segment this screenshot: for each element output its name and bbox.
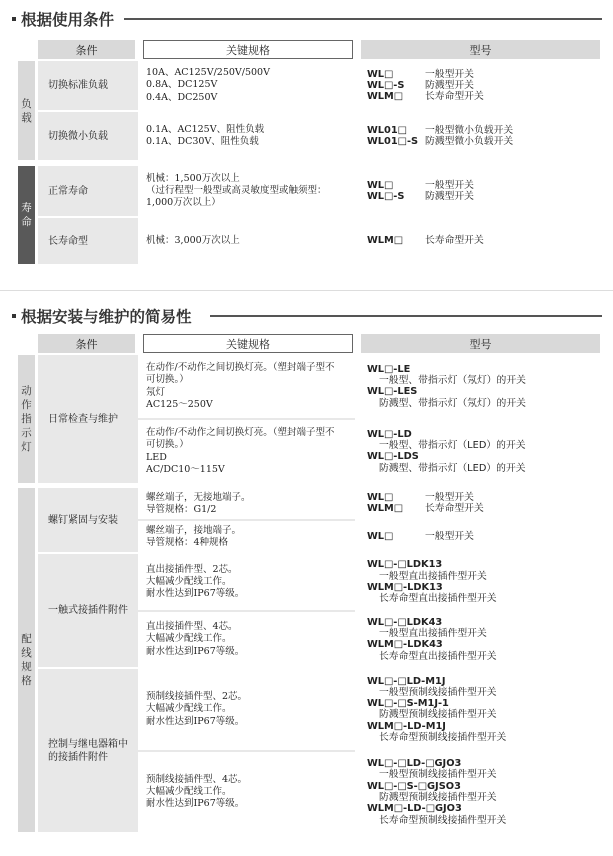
model-code: WL□ — [367, 68, 394, 80]
s2-indicator-spec-0-line: 可切换。） — [146, 374, 189, 386]
side-label-load-char: 负 — [21, 97, 32, 110]
s2-wiring-spec-2-1 — [146, 774, 247, 811]
s2-wiring-spec-1-0-box — [138, 554, 355, 610]
model-code: WL□-□S-□GJSO3 — [367, 780, 461, 792]
s2-wiring-model-1-1-row — [367, 617, 497, 628]
s2-indicator-model-1-row — [367, 440, 526, 451]
s2-wiring-model-2-1-row — [367, 792, 506, 803]
model-code: WL□-LDS — [367, 451, 419, 463]
model-desc: 一般型预制线接插件型开关 — [379, 686, 497, 698]
model-desc: 一般型直出接插件型开关 — [379, 570, 487, 582]
s2-wiring-spec-1-0-line: 耐水性达到IP67等级。 — [146, 588, 245, 600]
s2-wiring-spec-2-0-box — [138, 669, 355, 750]
s2-indicator-spec-1 — [146, 427, 334, 476]
s2-wiring-spec-1-1-line: 直出接插件型、4芯。 — [146, 621, 238, 633]
s2-wiring-model-1-1-row — [367, 639, 497, 650]
s2-wiring-model-2-0-row — [367, 676, 506, 687]
side-label-load — [18, 61, 35, 160]
model-code: WL□-LD — [367, 428, 412, 440]
s1-model-0-row — [367, 91, 484, 102]
s2-indicator-model-0-row — [367, 364, 526, 375]
s2-wiring-model-0-0-row — [367, 503, 484, 514]
s2-wiring-spec-2-0-line: 耐水性达到IP67等级。 — [146, 715, 245, 727]
s1-model-3-row — [367, 235, 484, 246]
s2-cond-wiring-1-text: 一触式接插件附件 — [48, 605, 128, 616]
s2-indicator-model-0 — [367, 364, 526, 409]
s1-spec-3-line: 机械：3,000万次以上 — [146, 234, 240, 246]
s1-row-divider — [38, 110, 600, 112]
model-desc: 长寿命型预制线接插件型开关 — [379, 814, 507, 826]
s2-wiring-model-2-1-row — [367, 781, 506, 792]
s2-cond-indicator-text: 日常检查与维护 — [48, 413, 118, 425]
section1-title-text: 根据使用条件 — [21, 11, 115, 29]
section2-title — [12, 305, 192, 327]
model-desc: 长寿命型开关 — [425, 503, 484, 515]
model-code: WL□-S — [367, 190, 405, 202]
s2-header-model: 型号 — [361, 334, 600, 353]
s2-indicator-model-1-row — [367, 451, 526, 462]
side-label-life — [18, 166, 35, 264]
s1-spec-3-box — [138, 218, 355, 264]
s2-cond-wiring-0 — [48, 488, 133, 552]
s2-indicator-spec-1-line: LED — [146, 451, 167, 463]
side-label-indicator-char: 灯 — [21, 441, 32, 453]
side-label-indicator-char: 指 — [21, 413, 32, 425]
s1-spec-0-line: 0.8A、DC125V — [146, 79, 218, 91]
side-label-life-char: 寿 — [21, 202, 32, 214]
s1-model-3 — [367, 235, 484, 246]
s2-wiring-spec-2-0-line: 预制线接插件型、2芯。 — [146, 691, 248, 703]
model-code: WL□-□S-M1J-1 — [367, 698, 449, 710]
s2-wiring-spec-1-0 — [146, 564, 244, 601]
s1-spec-0-line: 10A、AC125V/250V/500V — [146, 67, 270, 79]
s2-wiring-spec-1-1 — [146, 621, 244, 658]
s2-wiring-spec-1-0-line: 大幅减少配线工作。 — [146, 575, 232, 587]
model-code: WL□-□LD-□GJO3 — [367, 758, 462, 770]
s2-wiring-model-1-1 — [367, 617, 497, 662]
s2-wiring-model-2-0-box — [359, 669, 600, 750]
s2-wiring-spec-2-1-line: 大幅减少配线工作。 — [146, 785, 232, 797]
side-label-load-char: 载 — [21, 111, 32, 124]
model-desc: 防溅型、带指示灯（氖灯）的开关 — [379, 397, 526, 409]
s1-row-divider — [38, 216, 600, 218]
model-desc: 防溅型微小负载开关 — [425, 135, 514, 147]
s1-model-1-box — [359, 112, 600, 160]
s1-model-1-row — [367, 136, 513, 147]
s1-spec-1-line: 0.1A、DC30V、阻性负载 — [146, 136, 259, 147]
s1-header-spec: 关键规格 — [143, 40, 353, 59]
s1-spec-1 — [146, 124, 264, 148]
s2-wiring-model-1-1-row — [367, 628, 497, 639]
s2-wiring-model-1-0-row — [367, 571, 497, 582]
section1-rule — [124, 18, 602, 20]
model-code: WL□-LE — [367, 363, 411, 375]
s2-wiring-spec-0-1-box — [138, 521, 355, 552]
model-code: WLM□-LD-M1J — [367, 720, 446, 732]
s2-wiring-spec-1-1-line: 耐水性达到IP67等级。 — [146, 645, 245, 657]
model-code: WL□-LES — [367, 386, 418, 398]
s1-spec-3 — [146, 235, 240, 247]
model-code: WL□ — [367, 492, 394, 504]
model-code: WLM□-LDK43 — [367, 639, 443, 651]
s1-spec-2-line: （过行程型一般型或高灵敏度型或触须型： — [146, 184, 327, 196]
s2-indicator-spec-1-line: AC/DC10～115V — [146, 463, 225, 475]
s2-wiring-spec-1-1-box — [138, 612, 355, 667]
s2-header-spec: 关键规格 — [143, 334, 353, 353]
s1-model-2-box — [359, 166, 600, 216]
model-code: WL□-□LD-M1J — [367, 675, 446, 687]
s2-indicator-model-1-row — [367, 463, 526, 474]
s2-indicator-model-1-box — [359, 420, 600, 483]
model-code: WL01□ — [367, 124, 407, 136]
s2-wiring-model-2-1-row — [367, 758, 506, 769]
s1-model-2 — [367, 180, 474, 203]
s1-cond-3-text: 长寿命型 — [48, 235, 88, 247]
side-label-indicator — [18, 355, 35, 483]
s2-cond-wiring-2 — [48, 669, 133, 832]
s2-wiring-model-2-1-row — [367, 769, 506, 780]
side-label-wiring-char: 格 — [21, 675, 32, 687]
s2-wiring-model-2-0-row — [367, 698, 506, 709]
s2-wiring-spec-2-1-line: 预制线接插件型、4芯。 — [146, 773, 248, 785]
s2-indicator-spec-0 — [146, 362, 334, 411]
side-label-wiring-char: 规 — [21, 661, 32, 673]
s2-wiring-model-1-0-row — [367, 559, 497, 570]
s2-indicator-spec-1-box — [138, 420, 355, 483]
model-desc: 长寿命型预制线接插件型开关 — [379, 732, 507, 744]
s2-wiring-model-2-0-row — [367, 721, 506, 732]
s1-cond-3 — [48, 218, 133, 264]
s2-wiring-spec-1-1-line: 大幅减少配线工作。 — [146, 633, 232, 645]
s1-model-0-row — [367, 69, 484, 80]
s2-indicator-spec-1-line: 可切换。） — [146, 439, 189, 451]
bullet-icon — [12, 17, 16, 21]
model-desc: 长寿命型开关 — [425, 91, 484, 103]
s1-cond-2 — [48, 166, 133, 216]
model-desc: 一般型、带指示灯（氖灯）的开关 — [379, 375, 526, 387]
s2-wiring-spec-0-0 — [146, 492, 251, 516]
s1-cond-1-text: 切换微小负载 — [48, 130, 108, 142]
s2-indicator-model-1-row — [367, 429, 526, 440]
s2-cond-indicator — [48, 355, 133, 483]
section2-rule — [210, 315, 602, 317]
s2-wiring-model-2-1-row — [367, 815, 506, 826]
model-desc: 一般型预制线接插件型开关 — [379, 769, 497, 781]
s2-wiring-spec-0-0-box — [138, 488, 355, 519]
s1-model-2-row — [367, 180, 474, 191]
side-label-life-char: 命 — [21, 216, 32, 228]
s1-spec-1-line: 0.1A、AC125V、阻性负载 — [146, 123, 265, 135]
s2-wiring-spec-0-1-line: 螺丝端子，接地端子。 — [146, 525, 242, 536]
s1-model-0-row — [367, 80, 484, 91]
model-desc: 一般型开关 — [425, 68, 474, 80]
s1-model-2-row — [367, 191, 474, 202]
model-code: WL01□-S — [367, 135, 419, 147]
s2-wiring-model-1-1-row — [367, 651, 497, 662]
s2-indicator-model-0-row — [367, 386, 526, 397]
s2-indicator-spec-0-box — [138, 355, 355, 418]
s1-cond-1 — [48, 112, 133, 160]
s2-indicator-spec-0-line: 在动作/不动作之间切换灯亮。（塑封端子型不 — [146, 362, 335, 374]
side-label-wiring-char: 线 — [21, 647, 32, 659]
s2-wiring-spec-2-0-line: 大幅减少配线工作。 — [146, 703, 232, 715]
s1-spec-0 — [146, 67, 270, 104]
s2-wiring-model-1-1-box — [359, 612, 600, 667]
s2-indicator-spec-1-line: 在动作/不动作之间切换灯亮。（塑封端子型不 — [146, 427, 335, 439]
s1-spec-2 — [146, 173, 327, 210]
side-label-indicator-char: 作 — [21, 399, 32, 411]
s2-wiring-model-0-1 — [367, 531, 474, 542]
section2-title-text: 根据安装与维护的简易性 — [21, 308, 192, 326]
s1-spec-0-line: 0.4A、DC250V — [146, 91, 218, 103]
s2-wiring-spec-0-0-line: 螺丝端子，无接地端子。 — [146, 492, 251, 503]
model-code: WL□-□LDK13 — [367, 559, 443, 571]
s2-wiring-model-2-0-row — [367, 687, 506, 698]
s1-model-1-row — [367, 125, 513, 136]
s1-spec-0-box — [138, 61, 355, 110]
model-desc: 防溅型开关 — [425, 79, 474, 91]
s2-indicator-model-0-row — [367, 398, 526, 409]
s2-wiring-spec-0-1 — [146, 525, 241, 549]
model-desc: 一般型微小负载开关 — [425, 124, 514, 136]
s2-wiring-model-2-1-row — [367, 803, 506, 814]
model-desc: 一般型、带指示灯（LED）的开关 — [379, 440, 526, 452]
model-code: WLM□-LD-□GJO3 — [367, 803, 462, 815]
model-desc: 防溅型开关 — [425, 190, 474, 202]
s1-header-model: 型号 — [361, 40, 600, 59]
s2-wiring-spec-1-0-line: 直出接插件型、2芯。 — [146, 563, 238, 575]
side-label-indicator-text — [21, 384, 32, 454]
s2-wiring-model-1-0-box — [359, 554, 600, 610]
s1-model-3-box — [359, 218, 600, 264]
s2-wiring-model-2-1-box — [359, 752, 600, 832]
side-label-life-text — [21, 201, 32, 229]
model-desc: 长寿命型开关 — [425, 235, 484, 247]
model-desc: 防溅型预制线接插件型开关 — [379, 791, 497, 803]
s2-wiring-model-1-0 — [367, 559, 497, 604]
s2-wiring-model-1-0-row — [367, 593, 497, 604]
model-code: WLM□ — [367, 503, 404, 515]
model-code: WLM□ — [367, 91, 404, 103]
s2-wiring-model-0-1-box — [359, 521, 600, 552]
s2-wiring-model-0-0 — [367, 492, 484, 515]
model-desc: 长寿命型直出接插件型开关 — [379, 650, 497, 662]
s2-header-cond: 条件 — [38, 334, 135, 353]
s1-cond-0 — [48, 61, 133, 110]
s1-cond-0-text: 切换标准负载 — [48, 80, 108, 91]
s2-indicator-model-0-row — [367, 375, 526, 386]
model-desc: 一般型直出接插件型开关 — [379, 628, 487, 640]
model-desc: 防溅型预制线接插件型开关 — [379, 709, 497, 721]
side-label-wiring-text — [21, 632, 32, 688]
s2-wiring-model-2-0-row — [367, 709, 506, 720]
s2-wiring-model-0-1-row — [367, 531, 474, 542]
s1-model-1 — [367, 125, 513, 148]
side-label-indicator-char: 动 — [21, 385, 32, 397]
side-label-indicator-char: 示 — [21, 427, 32, 439]
s2-indicator-spec-0-line: AC125～250V — [146, 398, 213, 410]
model-desc: 一般型开关 — [425, 179, 474, 191]
s2-cond-wiring-2-text: 控制与继电器箱中的接插件附件 — [48, 738, 128, 763]
side-label-wiring — [18, 488, 35, 832]
s2-indicator-spec-0-line: 氖灯 — [146, 386, 166, 398]
s1-spec-1-box — [138, 112, 355, 160]
s2-wiring-model-2-0 — [367, 676, 506, 744]
model-code: WL□-□LDK43 — [367, 616, 443, 628]
s2-wiring-spec-2-1-line: 耐水性达到IP67等级。 — [146, 798, 245, 810]
s1-spec-2-box — [138, 166, 355, 216]
s2-wiring-spec-0-1-line: 导管规格：4种规格 — [146, 537, 229, 549]
model-code: WL□ — [367, 179, 394, 191]
s2-wiring-model-2-1 — [367, 758, 506, 826]
s1-cond-2-text: 正常寿命 — [48, 185, 88, 197]
model-desc: 一般型开关 — [425, 492, 474, 504]
s2-cond-wiring-1 — [48, 554, 133, 667]
side-label-wiring-char: 配 — [21, 633, 32, 645]
s2-indicator-model-0-box — [359, 355, 600, 418]
s2-wiring-spec-2-1-box — [138, 752, 355, 832]
s1-model-0-box — [359, 61, 600, 110]
s2-wiring-model-1-0-row — [367, 582, 497, 593]
s2-wiring-spec-0-0-line: 导管规格：G1/2 — [146, 504, 217, 516]
s1-model-0 — [367, 69, 484, 103]
s2-wiring-model-0-0-row — [367, 492, 484, 503]
s2-indicator-model-1 — [367, 429, 526, 474]
model-code: WLM□-LDK13 — [367, 581, 443, 593]
model-desc: 防溅型、带指示灯（LED）的开关 — [379, 462, 526, 474]
model-code: WLM□ — [367, 235, 404, 247]
s2-cond-wiring-0-text: 螺钉紧固与安装 — [48, 514, 118, 526]
s1-header-cond: 条件 — [38, 40, 135, 59]
model-code: WL□-S — [367, 79, 405, 91]
bullet-icon — [12, 314, 16, 318]
s2-wiring-spec-2-0 — [146, 691, 247, 728]
model-desc: 一般型开关 — [425, 530, 474, 542]
s2-wiring-model-0-0-box — [359, 488, 600, 519]
s1-spec-2-line: 机械：1,500万次以上 — [146, 172, 240, 184]
model-desc: 长寿命型直出接插件型开关 — [379, 593, 497, 605]
s1-spec-2-line: 1,000万次以上） — [146, 197, 221, 209]
model-code: WL□ — [367, 530, 394, 542]
s2-wiring-model-2-0-row — [367, 732, 506, 743]
side-label-load-text — [21, 97, 32, 125]
section1-title — [12, 8, 114, 30]
section-separator — [0, 290, 613, 291]
